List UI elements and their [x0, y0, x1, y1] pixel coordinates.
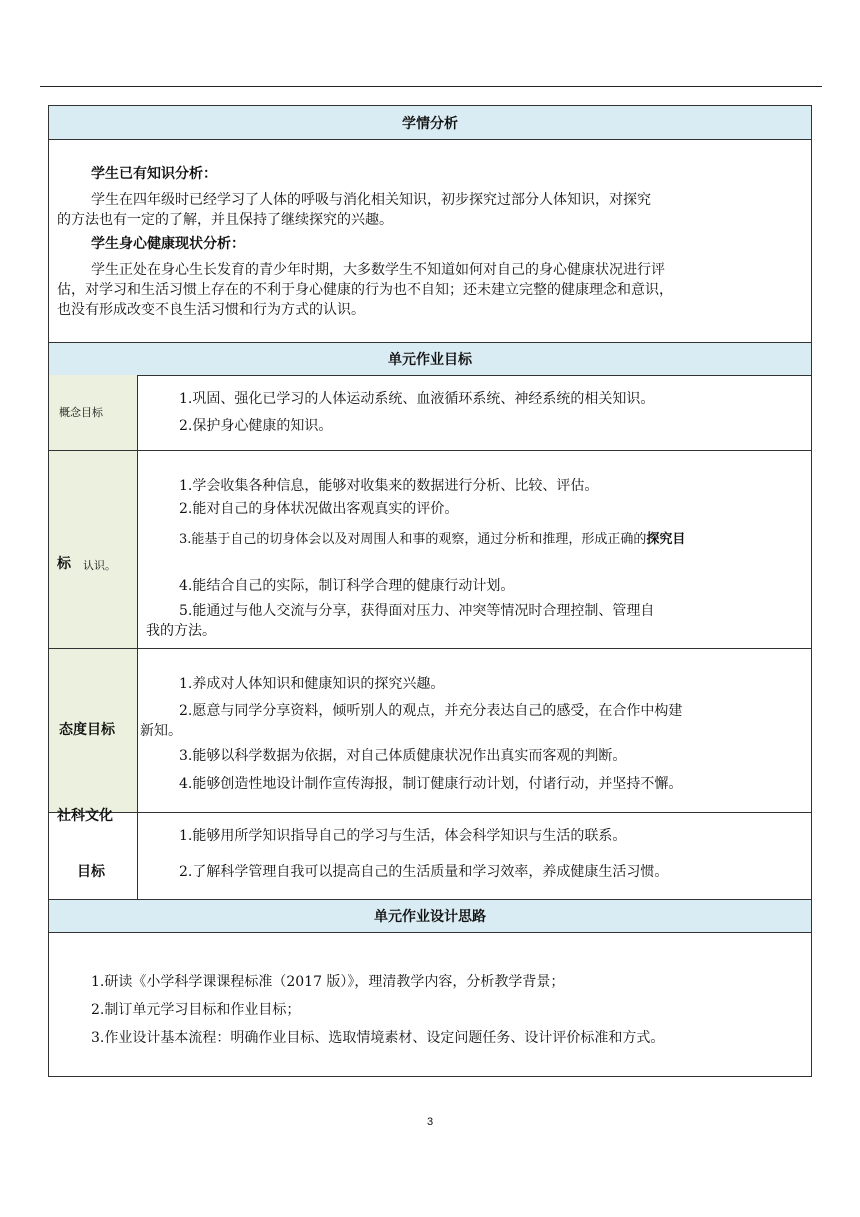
inquiry-goal-label: 标 [57, 556, 71, 572]
goal-item: 4.能够创造性地设计制作宣传海报，制订健康行动计划，付诸行动，并坚持不懈。 [179, 776, 683, 792]
section-title: 单元作业目标 [388, 352, 472, 368]
paragraph-line: 估，对学习和生活习惯上存在的不利于身心健康的行为也不自知；还未建立完整的健康理念和意识， [57, 282, 673, 298]
row-divider [49, 648, 811, 649]
section-header-design [49, 899, 811, 933]
paragraph-line: 也没有形成改变不良生活习惯和行为方式的认识。 [57, 302, 365, 318]
goal-item-text: 3.能基于自己的切身体会以及对周围人和事的观察，通过分析和推理，形成正确的 [179, 532, 647, 547]
inquiry-goal-label-note: 认识。 [83, 559, 116, 572]
column-divider [137, 813, 138, 899]
concept-goal-label: 概念目标 [59, 406, 103, 419]
page-number: 3 [426, 1116, 434, 1128]
social-goal-label: 目标 [77, 864, 105, 880]
goal-item: 新知。 [140, 723, 182, 739]
knowledge-title: 学生已有知识分析： [91, 166, 217, 182]
goal-item: 1.学会收集各种信息，能够对收集来的数据进行分析、比较、评估。 [179, 478, 599, 494]
attitude-goal-label: 态度目标 [59, 722, 115, 738]
goal-item: 1.能够用所学知识指导自己的学习与生活，体会科学知识与生活的联系。 [179, 828, 627, 844]
concept-goal-label-cell [49, 375, 138, 450]
header-rule [40, 86, 822, 87]
inquiry-goal-label-cell [49, 451, 138, 648]
row-divider [49, 450, 811, 451]
goal-item: 4.能结合自己的实际，制订科学合理的健康行动计划。 [179, 578, 515, 594]
social-goal-label: 社科文化 [57, 808, 113, 824]
health-title: 学生身心健康现状分析： [91, 236, 245, 252]
goal-item [179, 530, 685, 550]
goal-item: 5.能通过与他人交流与分享，获得面对压力、冲突等情况时合理控制、管理自 [179, 603, 655, 619]
goal-item: 3.能够以科学数据为依据，对自己体质健康状况作出真实而客观的判断。 [179, 748, 627, 764]
attitude-goal-label-cell [49, 649, 138, 812]
section-header-analysis [49, 106, 811, 140]
goal-item: 我的方法。 [146, 623, 216, 639]
goal-item: 2.保护身心健康的知识。 [179, 418, 333, 434]
goal-item: 1.巩固、强化已学习的人体运动系统、血液循环系统、神经系统的相关知识。 [179, 391, 655, 407]
goal-item: 2.能对自己的身体状况做出客观真实的评价。 [179, 501, 459, 517]
section-title: 学情分析 [402, 115, 458, 132]
paragraph-line: 学生在四年级时已经学习了人体的呼吸与消化相关知识，初步探究过部分人体知识，对探究 [91, 192, 651, 208]
design-item: 2.制订单元学习目标和作业目标； [91, 1002, 301, 1018]
row-divider [49, 812, 811, 813]
goal-item: 2.了解科学管理自我可以提高自己的生活质量和学习效率，养成健康生活习惯。 [179, 864, 669, 880]
goal-item: 1.养成对人体知识和健康知识的探究兴趣。 [179, 676, 445, 692]
design-item: 3.作业设计基本流程：明确作业目标、选取情境素材、设定问题任务、设计评价标准和方式。 [91, 1030, 665, 1046]
section-header-goals [49, 342, 811, 376]
goal-item: 2.愿意与同学分享资料，倾听别人的观点，并充分表达自己的感受，在合作中构建 [179, 703, 683, 719]
section-title: 单元作业设计思路 [374, 909, 486, 925]
design-item: 1.研读《小学科学课课程标准（2017 版）》，理清教学内容，分析教学背景； [91, 974, 565, 990]
lesson-table [48, 105, 812, 1077]
paragraph-line: 的方法也有一定的了解，并且保持了继续探究的兴趣。 [57, 212, 393, 228]
paragraph-line: 学生正处在身心生长发育的青少年时期，大多数学生不知道如何对自己的身心健康状况进行评 [91, 262, 665, 278]
goal-item-bold-tail: 探究目 [646, 532, 686, 547]
